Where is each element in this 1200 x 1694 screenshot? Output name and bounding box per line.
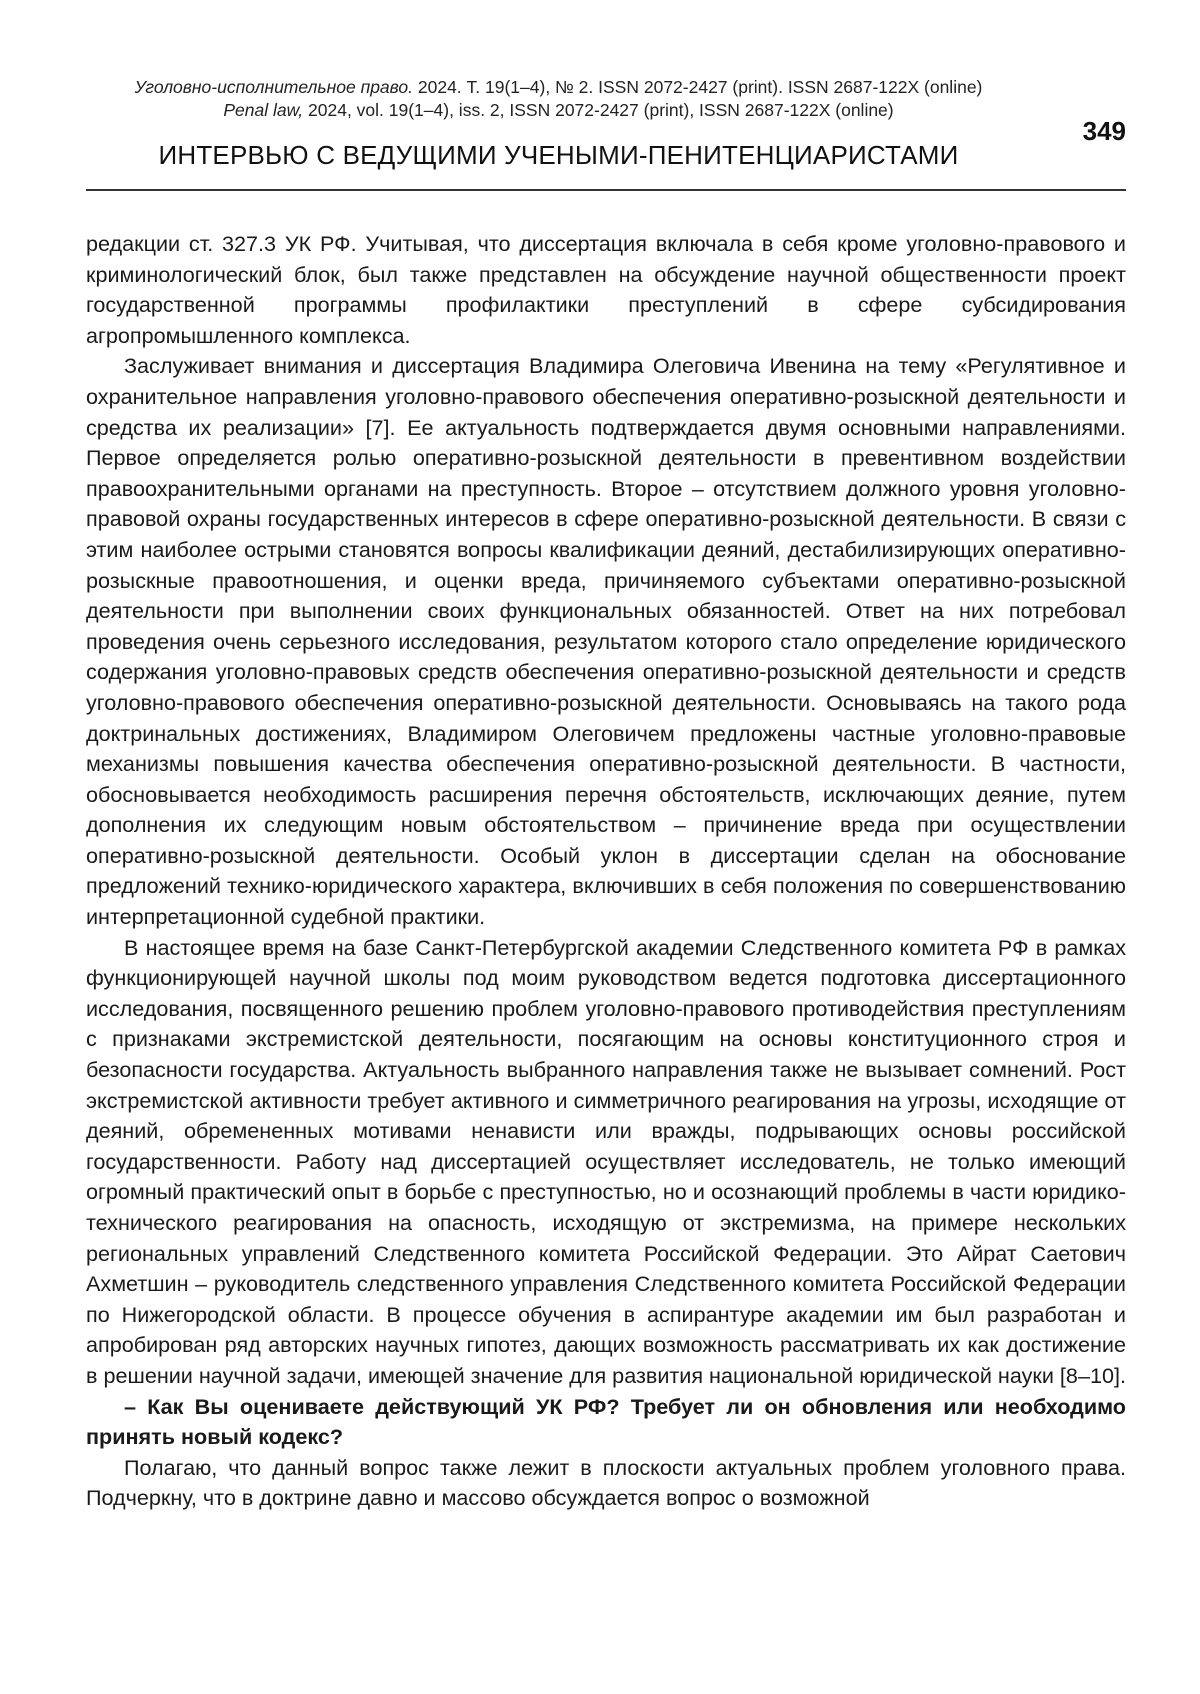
paragraph-answer: Полагаю, что данный вопрос также лежит в плоскости актуальных проблем уголовного права. Подчеркну, что в доктрине давно и массово обсуждается вопрос о возможной	[86, 1453, 1126, 1514]
journal-page	[0, 0, 1200, 1694]
page-number: 349	[1083, 116, 1126, 147]
journal-name-ru: Уголовно-исполнительное право.	[135, 77, 413, 97]
header-divider	[86, 189, 1126, 191]
journal-citation-ru	[86, 76, 1031, 99]
article-body	[86, 229, 1126, 1514]
interview-question: – Как Вы оцениваете действующий УК РФ? Требует ли он обновления или необходимо принять новый кодекс?	[86, 1392, 1126, 1453]
paragraph-continued: редакции ст. 327.3 УК РФ. Учитывая, что диссертация включала в себя кроме уголовно-правового и криминологический блок, был также представлен на обсуждение научной общественности проект государственной программы профилактики преступлений в сфере субсидирования агропромышленного комплекса.	[86, 229, 1126, 351]
journal-details-ru: 2024. Т. 19(1–4), № 2. ISSN 2072-2427 (print). ISSN 2687-122X (online)	[413, 77, 982, 97]
paragraph-ivenin-dissertation: Заслуживает внимания и диссертация Владимира Олеговича Ивенина на тему «Регулятивное и охранительное направления уголовно-правового обеспечения оперативно-розыскной деятельности и средства их реализации» [7]. Ее актуальность подтверждается двумя основными направлениями. Первое определяется ролью оперативно-розыскной деятельности в превентивном воздействии правоохранительными органами на преступность. Второе – отсутствием должного уровня уголовно-правовой охраны государственных интересов в сфере оперативно-розыскной деятельности. В связи с этим наиболее острыми становятся вопросы квалификации деяний, дестабилизирующих оперативно-розыскные правоотношения, и оценки вреда, причиняемого субъектами оперативно-розыскной деятельности при выполнении своих функциональных обязанностей. Ответ на них потребовал проведения очень серьезного исследования, результатом которого стало определение юридического содержания уголовно-правовых средств обеспечения оперативно-розыскной деятельности и средств уголовно-правового обеспечения оперативно-розыскной деятельности. Основываясь на такого рода доктринальных достижениях, Владимиром Олеговичем предложены частные уголовно-правовые механизмы повышения качества обеспечения оперативно-розыскной деятельности. В частности, обосновывается необходимость расширения перечня обстоятельств, исключающих деяние, путем дополнения их следующим новым обстоятельством – причинение вреда при осуществлении оперативно-розыскной деятельности. Особый уклон в диссертации сделан на обоснование предложений технико-юридического характера, включивших в себя положения по совершенствованию интерпретационной судебной практики.	[86, 351, 1126, 932]
journal-details-en: 2024, vol. 19(1–4), iss. 2, ISSN 2072-2427 (print), ISSN 2687-122X (online)	[303, 100, 893, 120]
journal-name-en: Penal law,	[223, 100, 303, 120]
running-header	[86, 76, 1126, 170]
section-title: ИНТЕРВЬЮ С ВЕДУЩИМИ УЧЕНЫМИ-ПЕНИТЕНЦИАРИСТАМИ	[86, 140, 1031, 170]
paragraph-current-research: В настоящее время на базе Санкт-Петербургской академии Следственного комитета РФ в рамках функционирующей научной школы под моим руководством ведется подготовка диссертационного исследования, посвященного решению проблем уголовно-правового противодействия преступлениям с признаками экстремистской деятельности, посягающим на основы конституционного строя и безопасности государства. Актуальность выбранного направления также не вызывает сомнений. Рост экстремистской активности требует активного и симметричного реагирования на угрозы, исходящие от деяний, обремененных мотивами ненависти или вражды, подрывающих основы российской государственности. Работу над диссертацией осуществляет исследователь, не только имеющий огромный практический опыт в борьбе с преступностью, но и осознающий проблемы в части юридико-технического реагирования на опасность, исходящую от экстремизма, на примере нескольких региональных управлений Следственного комитета Российской Федерации. Это Айрат Саетович Ахметшин – руководитель следственного управления Следственного комитета Российской Федерации по Нижегородской области. В процессе обучения в аспирантуре академии им был разработан и апробирован ряд авторских научных гипотез, дающих возможность рассматривать их как достижение в решении научной задачи, имеющей значение для развития национальной юридической науки [8–10].	[86, 933, 1126, 1392]
journal-citation-en	[86, 99, 1031, 122]
